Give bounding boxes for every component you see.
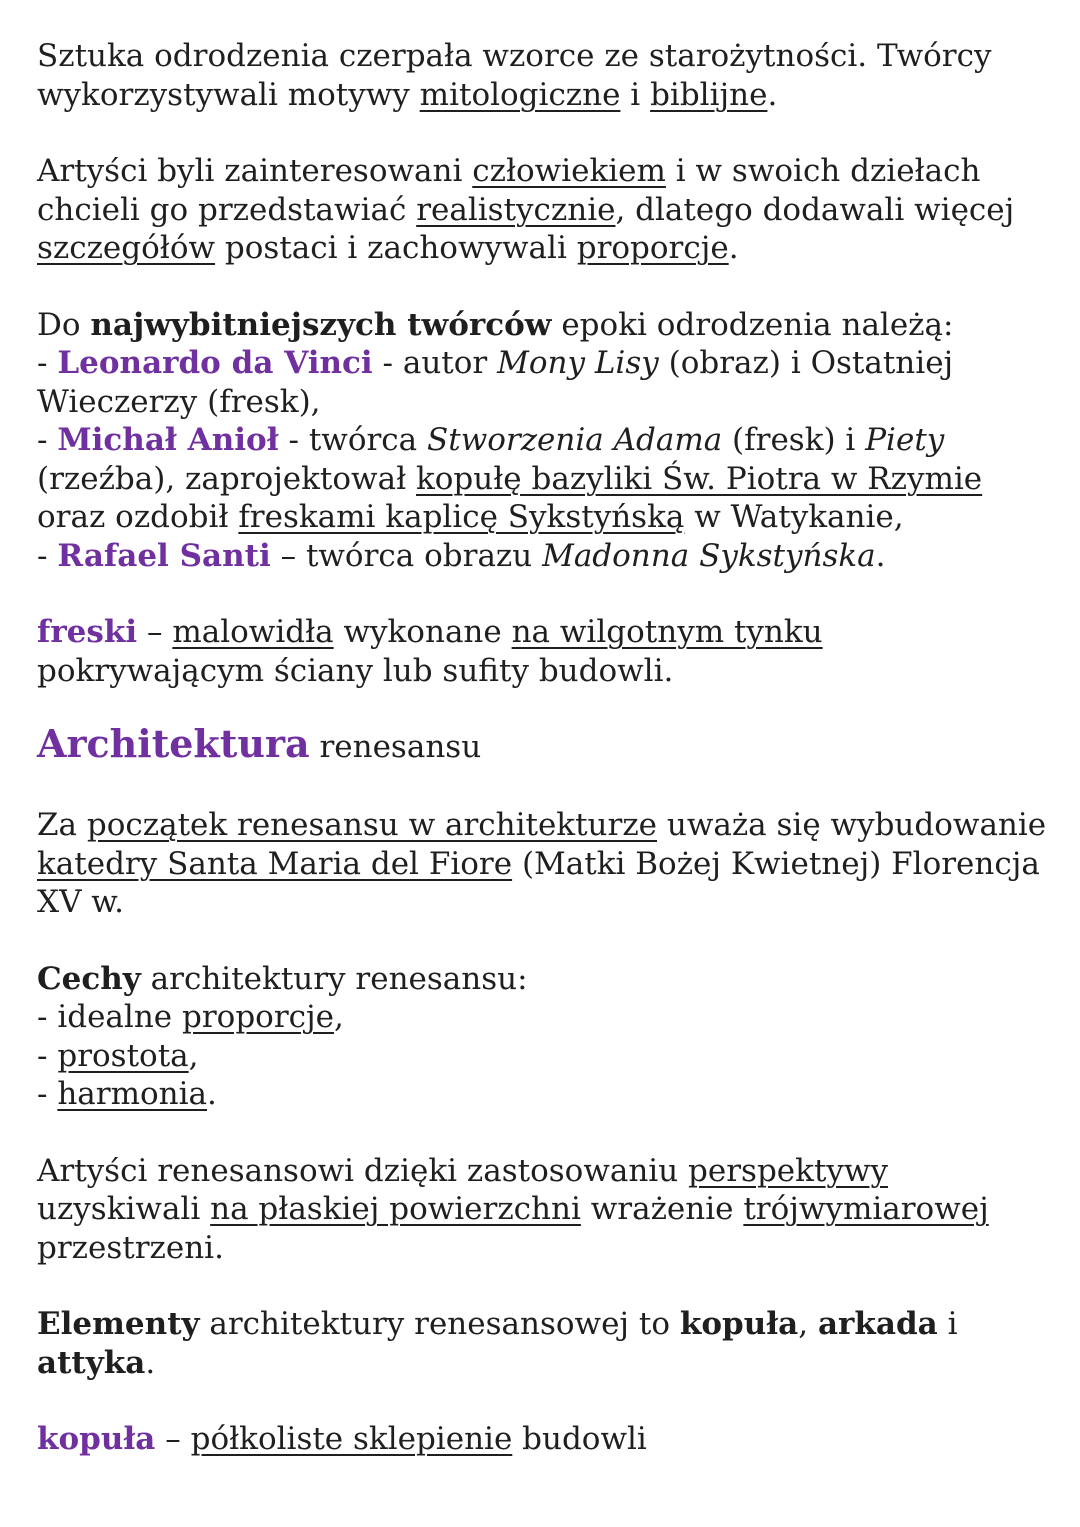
- artist-rafael: - Rafael Santi – twórca obrazu Madonna Sykstyńska.: [37, 537, 886, 574]
- human-paragraph: Artyści byli zainteresowani człowiekiem i w swoich dziełach chcieli go przedstawiać realistycznie, dlatego dodawali więcej szczegółów postaci i zachowywali proporcje.: [37, 153, 1015, 266]
- kopula-definition: kopuła – półkoliste sklepienie budowli: [37, 1421, 647, 1457]
- intro-paragraph: Sztuka odrodzenia czerpała wzorce ze starożytności. Twórcy wykorzystywali motywy mitologiczne i biblijne.: [37, 38, 992, 113]
- beginning-paragraph: Za początek renesansu w architekturze uważa się wybudowanie katedry Santa Maria del Fiore (Matki Bożej Kwietnej) Florencja XV w.: [37, 807, 1047, 920]
- artists-intro: Do najwybitniejszych twórców epoki odrodzenia należą:: [37, 306, 954, 343]
- artist-name-michal: Michał Anioł: [57, 422, 279, 458]
- elements-paragraph: Elementy architektury renesansowej to kopuła, arkada i attyka.: [37, 1306, 958, 1381]
- feature-item: - idealne proporcje,: [37, 999, 344, 1035]
- term-kopula: kopuła: [37, 1421, 156, 1457]
- term-proporcje: proporcje: [576, 230, 729, 266]
- freski-definition: freski – malowidła wykonane na wilgotnym tynku pokrywającym ściany lub sufity budowli.: [37, 614, 823, 689]
- term-szczegolow: szczegółów: [37, 230, 216, 266]
- term-biblijne: biblijne: [650, 76, 768, 113]
- term-realistycznie: realistycznie: [416, 191, 616, 228]
- artist-name-leonardo: Leonardo da Vinci: [57, 345, 373, 381]
- features-intro: Cechy architektury renesansu:: [37, 960, 528, 997]
- artist-leonardo: - Leonardo da Vinci - autor Mony Lisy (obraz) i Ostatniej Wieczerzy (fresk),: [37, 345, 954, 420]
- artist-name-rafael: Rafael Santi: [57, 537, 271, 574]
- section-heading-architecture: Architektura renesansu: [37, 721, 482, 766]
- feature-item: - harmonia.: [37, 1076, 217, 1112]
- term-mitologiczne: mitologiczne: [419, 76, 621, 113]
- term-czlowiekiem: człowiekiem: [472, 153, 666, 189]
- artist-michal: - Michał Anioł - twórca Stworzenia Adama (fresk) i Piety (rzeźba), zaprojektował kopułę bazyliki Św. Piotra w Rzymie oraz ozdobił freskami kaplicę Sykstyńską w Watykanie,: [37, 422, 983, 535]
- term-freski: freski: [37, 614, 138, 650]
- feature-item: - prostota,: [37, 1037, 199, 1074]
- perspective-paragraph: Artyści renesansowi dzięki zastosowaniu perspektywy uzyskiwali na płaskiej powierzchni wrażenie trójwymiarowej przestrzeni.: [37, 1152, 989, 1266]
- document-page: [37, 37, 1047, 1459]
